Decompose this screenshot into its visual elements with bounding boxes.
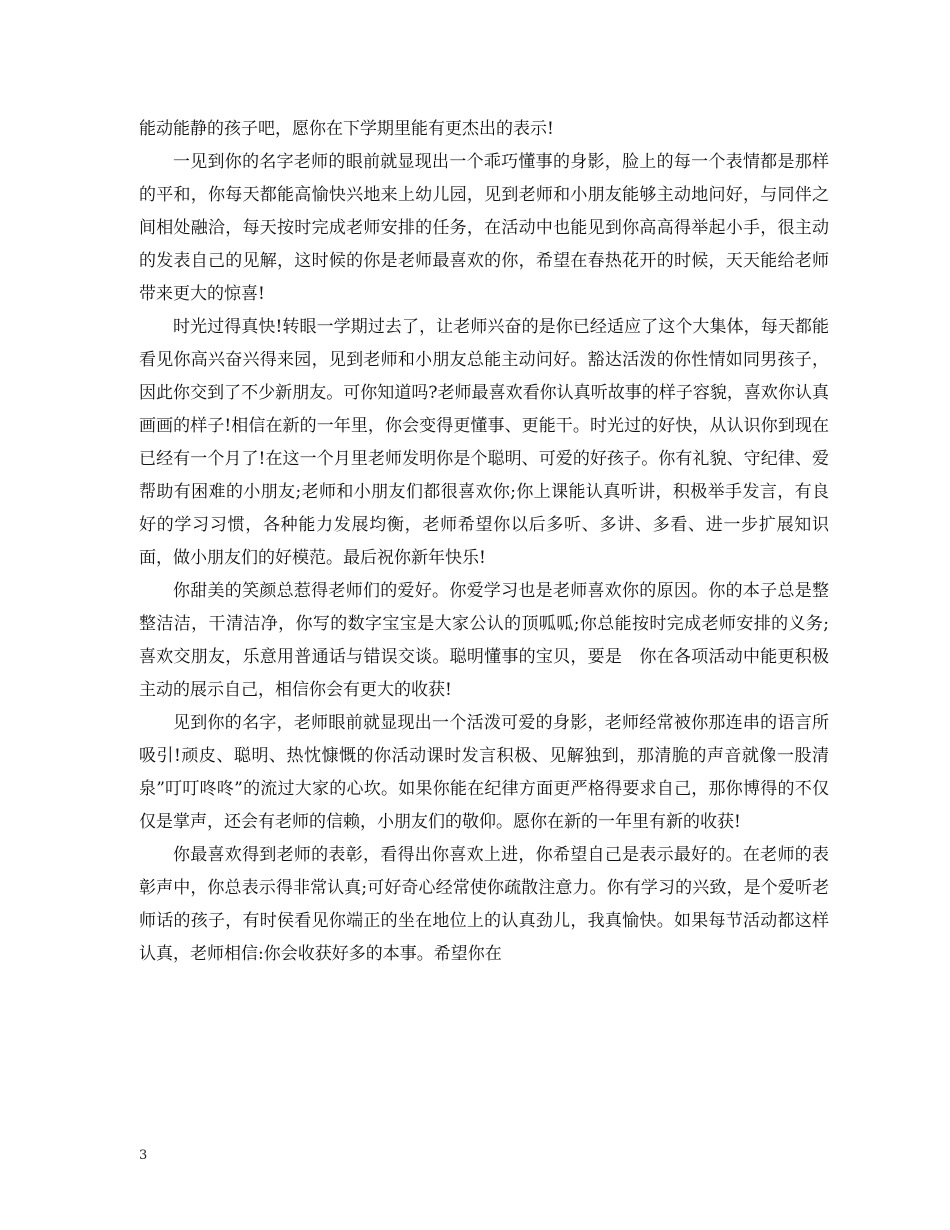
page-number: 3	[139, 1148, 148, 1163]
paragraph: 你最喜欢得到老师的表彰，看得出你喜欢上进，你希望自己是表示最好的。在老师的表彰声中，你总表示得非常认真;可好奇心经常使你疏散注意力。你有学习的兴致，是个爱听老师话的孩子，有时侯看见你端正的坐在地位上的认真劲儿，我真愉快。如果每节活动都这样认真，老师相信:你会收获好多的本事。希望你在	[139, 845, 829, 964]
paragraph: 时光过得真快!转眼一学期过去了，让老师兴奋的是你已经适应了这个大集体，每天都能看见你高兴奋兴得来园，见到老师和小朋友总能主动问好。豁达活泼的你性情如同男孩子，因此你交到了不少新朋友。可你知道吗?老师最喜欢看你认真听故事的样子容貌，喜欢你认真画画的样子!相信在新的一年里，你会变得更懂事、更能干。时光过的好快，从认识你到现在已经有一个月了!在这一个月里老师发明你是个聪明、可爱的好孩子。你有礼貌、守纪律、爱帮助有困难的小朋友;老师和小朋友们都很喜欢你;你上课能认真听讲，积极举手发言，有良好的学习习惯，各种能力发展均衡，老师希望你以后多听、多讲、多看、进一步扩展知识面，做小朋友们的好模范。最后祝你新年快乐!	[139, 317, 829, 568]
paragraph: 见到你的名字，老师眼前就显现出一个活泼可爱的身影，老师经常被你那连串的语言所吸引!顽皮、聪明、热忱慷慨的你活动课时发言积极、见解独到，那清脆的声音就像一股清泉”叮叮咚咚”的流过大家的心坎。如果你能在纪律方面更严格得要求自己，那你博得的不仅仅是掌声，还会有老师的信赖，小朋友们的敬仰。愿你在新的一年里有新的收获!	[139, 713, 829, 832]
paragraph: 一见到你的名字老师的眼前就显现出一个乖巧懂事的身影，脸上的每一个表情都是那样的平和，你每天都能高愉快兴地来上幼儿园，见到老师和小朋友能够主动地问好，与同伴之间相处融洽，每天按时完成老师安排的任务，在活动中也能见到你高高得举起小手，很主动的发表自己的见解，这时候的你是老师最喜欢的你，希望在春热花开的时候，天天能给老师带来更大的惊喜!	[139, 152, 829, 304]
paragraph: 你甜美的笑颜总惹得老师们的爱好。你爱学习也是老师喜欢你的原因。你的本子总是整整洁洁，干清洁净，你写的数字宝宝是大家公认的顶呱呱;你总能按时完成老师安排的义务;喜欢交朋友，乐意用普通话与错误交谈。聪明懂事的宝贝，要是 你在各项活动中能更积极主动的展示自己，相信你会有更大的收获!	[139, 581, 829, 700]
document-body	[139, 113, 829, 971]
paragraph-continuation: 能动能静的孩子吧，愿你在下学期里能有更杰出的表示!	[139, 119, 554, 139]
